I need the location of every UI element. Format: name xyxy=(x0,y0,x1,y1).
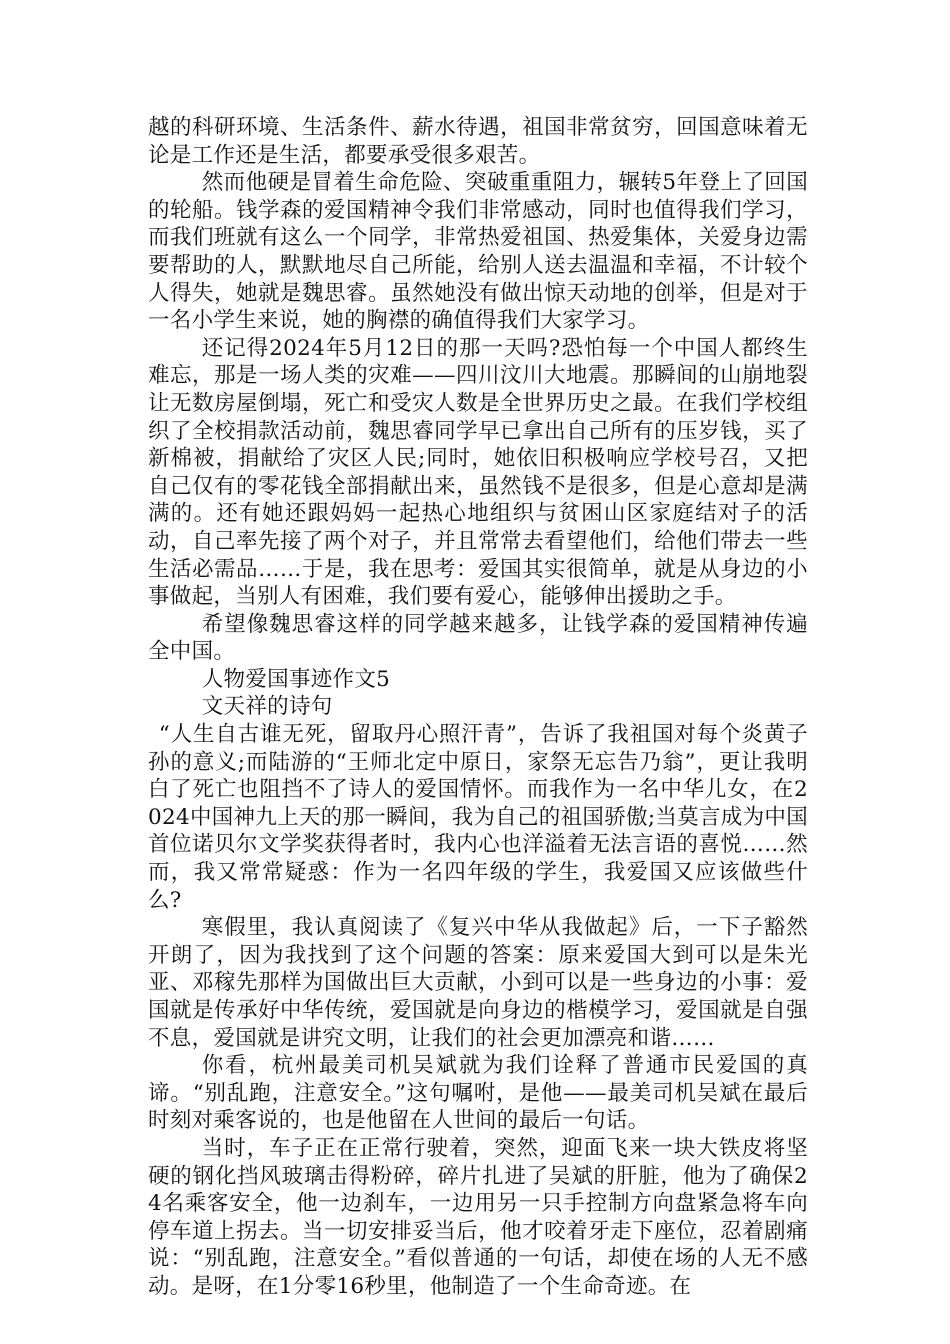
paragraph-wu-bin-intro: 你看，杭州最美司机吴斌就为我们诠释了普通市民爱国的真谛。“别乱跑，注意安全。”这句嘱咐，是他——最美司机吴斌在最后时刻对乘客说的，也是他留在人世间的最后一句话。 xyxy=(148,1053,808,1134)
paragraph-hope: 希望像魏思睿这样的同学越来越多，让钱学森的爱国精神传遍全中国。 xyxy=(148,611,808,665)
essay-heading: 人物爱国事迹作文5 xyxy=(201,666,391,692)
paragraph-earthquake: 还记得2024年5月12日的那一天吗?恐怕每一个中国人都终生难忘，那是一场人类的灾难——四川汶川大地震。那瞬间的山崩地裂让无数房屋倒塌，死亡和受灾人数是全世界历史之最。在我们学校组织了全校捐款活动前，魏思睿同学早已拿出自己所有的压岁钱，买了新棉被，捐献给了灾区人民;同时，她依旧积极响应学校号召，又把自己仅有的零花钱全部捐献出来，虽然钱不是很多，但是心意却是满满的。还有她还跟妈妈一起热心地组织与贫困山区家庭结对子的活动，自己率先接了两个对子，并且常常去看望他们，给他们带去一些生活必需品……于是，我在思考：爱国其实很简单，就是从身边的小事做起，当别人有困难，我们要有爱心，能够伸出援助之手。 xyxy=(148,335,808,610)
paragraph-wu-bin-story: 当时，车子正在正常行驶着，突然，迎面飞来一块大铁皮将坚硬的钢化挡风玻璃击得粉碎，碎片扎进了吴斌的肝脏，他为了确保24名乘客安全，他一边刹车，一边用另一只手控制方向盘紧急将车向停车道上拐去。当一切安排妥当后，他才咬着牙走下座位，忍着剧痛说：“别乱跑，注意安全。”看似普通的一句话，却使在场的人无不感动。是呀，在1分零16秒里，他制造了一个生命奇迹。在 xyxy=(148,1135,808,1299)
paragraph-continuation: 越的科研环境、生活条件、薪水待遇，祖国非常贫穷，回国意味着无论是工作还是生活，都要承受很多艰苦。 xyxy=(148,115,808,168)
paragraph-qian-xuesen: 然而他硬是冒着生命危险、突破重重阻力，辗转5年登上了回国的轮船。钱学森的爱国精神令我们非常感动，同时也值得我们学习，而我们班就有这么一个同学，非常热爱祖国、热爱集体，关爱身边需要帮助的人，默默地尽自己所能，给别人送去温温和幸福，不计较个人得失，她就是魏思睿。虽然她没有做出惊天动地的创举，但是对于一名小学生来说，她的胸襟的确值得我们大家学习。 xyxy=(148,170,808,334)
document-body xyxy=(148,114,808,1301)
paragraph-poetry: “人生自古谁无死，留取丹心照汗青”，告诉了我祖国对每个炎黄子孙的意义;而陆游的“王师北定中原日，家祭无忘告乃翁”，更让我明白了死亡也阻挡不了诗人的爱国情怀。而我作为一名中华儿女，在2024中国神九上天的那一瞬间，我为自己的祖国骄傲;当莫言成为中国首位诺贝尔文学奖获得者时，我内心也洋溢着无法言语的喜悦……然而，我又常常疑惑：作为一名四年级的学生，我爱国又应该做些什么? xyxy=(148,722,808,913)
essay-subtitle: 文天祥的诗句 xyxy=(201,694,333,720)
paragraph-winter-break: 寒假里，我认真阅读了《复兴中华从我做起》后，一下子豁然开朗了，因为我找到了这个问题的答案：原来爱国大到可以是朱光亚、邓稼先那样为国做出巨大贡献，小到可以是一些身边的小事：爱国就是传承好中华传统，爱国就是向身边的楷模学习，爱国就是自强不息，爱国就是讲究文明，让我们的社会更加漂亮和谐…… xyxy=(148,915,808,1051)
